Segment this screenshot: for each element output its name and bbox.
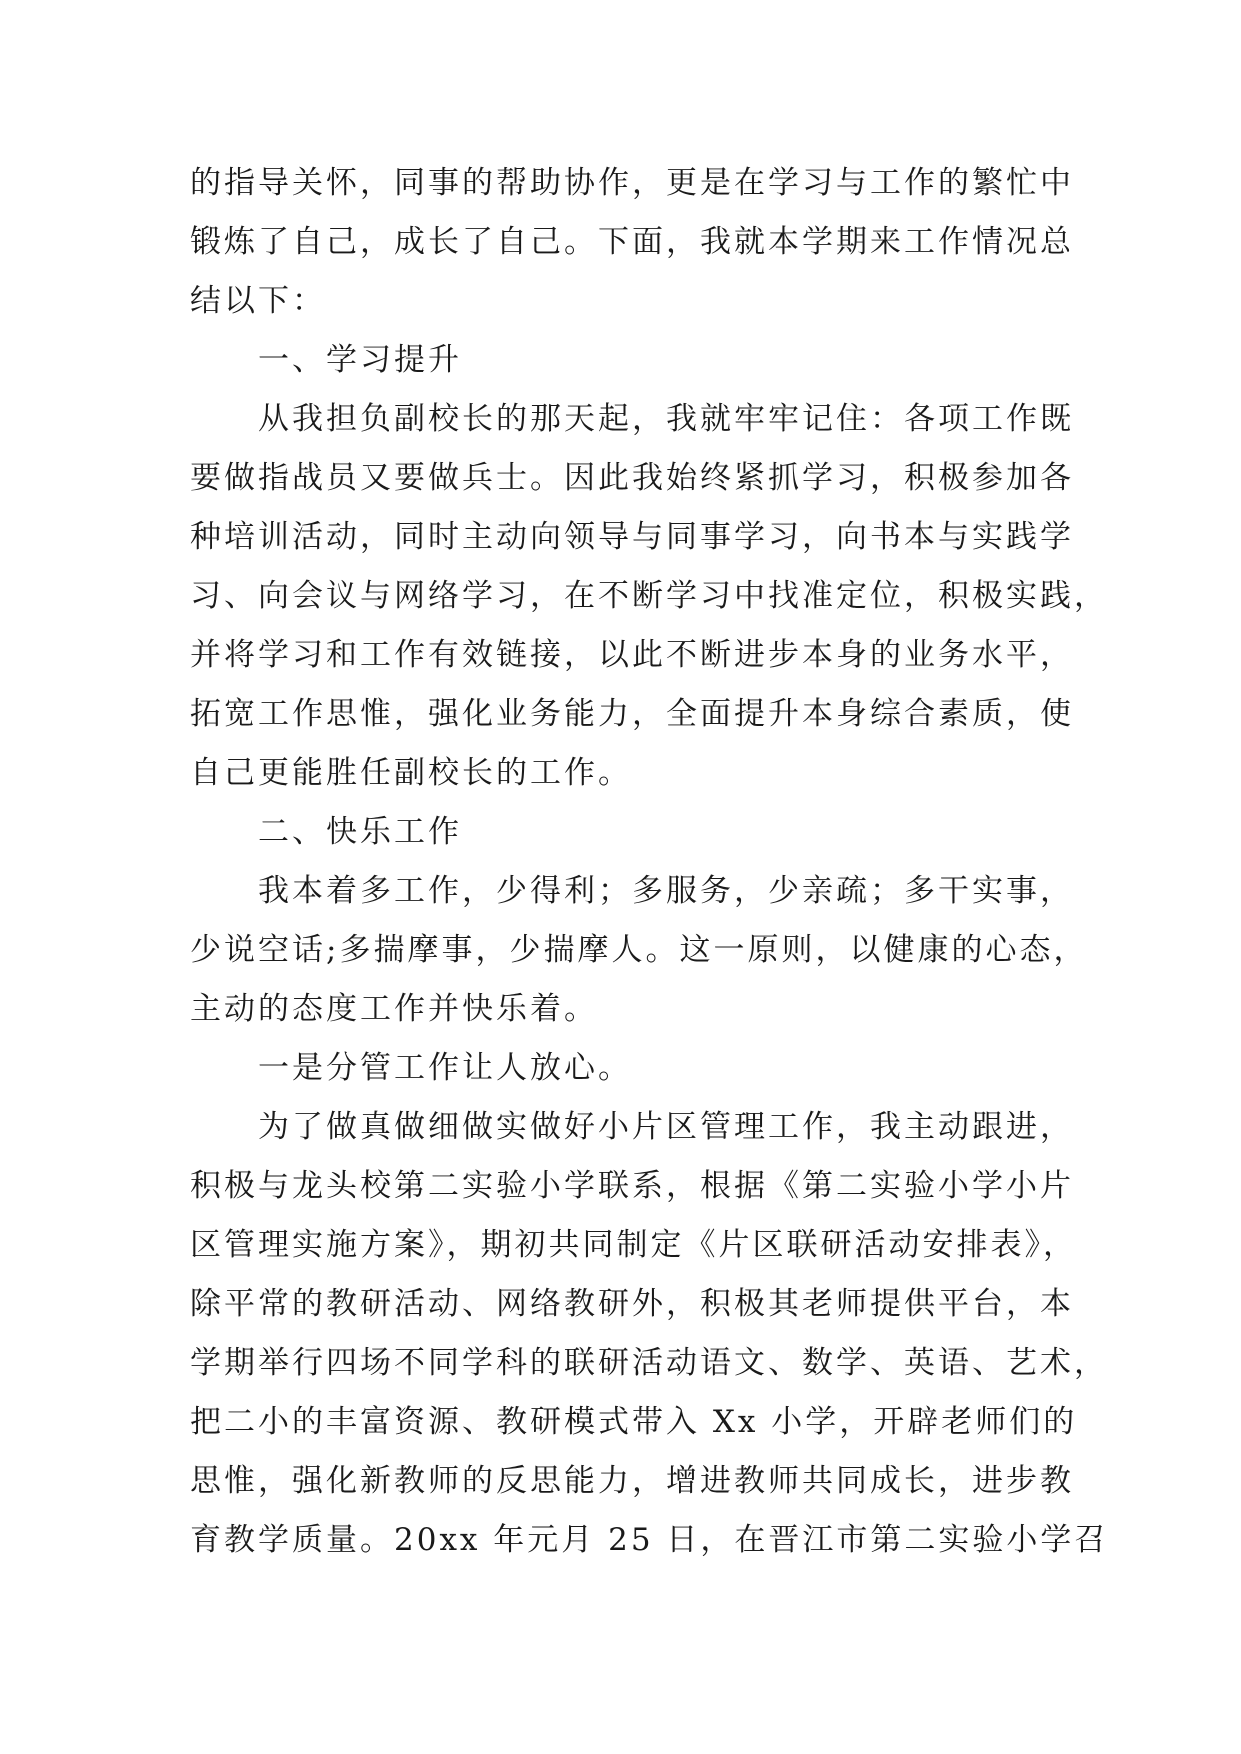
text-line: 少说空话;多揣摩事，少揣摩人。这一原则，以健康的心态， [190,932,1088,968]
subheading-line: 一是分管工作让人放心。 [258,1050,632,1086]
text-line: 习、向会议与网络学习，在不断学习中找准定位，积极实践， [190,578,1108,614]
text-line: 除平常的教研活动、网络教研外，积极其老师提供平台，本 [190,1286,1074,1322]
document-body [190,154,1109,1570]
section-heading-work: 二、快乐工作 [258,814,462,850]
text-line: 种培训活动，同时主动向领导与同事学习，向书本与实践学 [190,519,1074,555]
text-line: 结以下： [190,283,326,319]
text-line: 锻炼了自己，成长了自己。下面，我就本学期来工作情况总 [190,224,1074,260]
text-line: 从我担负副校长的那天起，我就牢牢记住：各项工作既 [258,401,1074,437]
section-heading-study: 一、学习提升 [258,342,462,378]
text-line: 主动的态度工作并快乐着。 [190,991,598,1027]
text-line: 积极与龙头校第二实验小学联系，根据《第二实验小学小片 [190,1168,1074,1204]
text-line: 为了做真做细做实做好小片区管理工作，我主动跟进， [258,1109,1074,1145]
text-line: 自己更能胜任副校长的工作。 [190,755,632,791]
text-line: 学期举行四场不同学科的联研活动语文、数学、英语、艺术， [190,1345,1108,1381]
text-line: 把二小的丰富资源、教研模式带入 Xx 小学，开辟老师们的 [190,1404,1078,1440]
text-line: 拓宽工作思惟，强化业务能力，全面提升本身综合素质，使 [190,696,1074,732]
text-line: 的指导关怀，同事的帮助协作，更是在学习与工作的繁忙中 [190,165,1074,201]
text-line: 育教学质量。20xx 年元月 25 日，在晋江市第二实验小学召 [190,1522,1109,1558]
text-line: 我本着多工作，少得利；多服务，少亲疏；多干实事， [258,873,1074,909]
text-line: 要做指战员又要做兵士。因此我始终紧抓学习，积极参加各 [190,460,1074,496]
text-line: 区管理实施方案》，期初共同制定《片区联研活动安排表》， [190,1227,1077,1263]
text-line: 思惟，强化新教师的反思能力，增进教师共同成长，进步教 [190,1463,1074,1499]
text-line: 并将学习和工作有效链接，以此不断进步本身的业务水平， [190,637,1074,673]
